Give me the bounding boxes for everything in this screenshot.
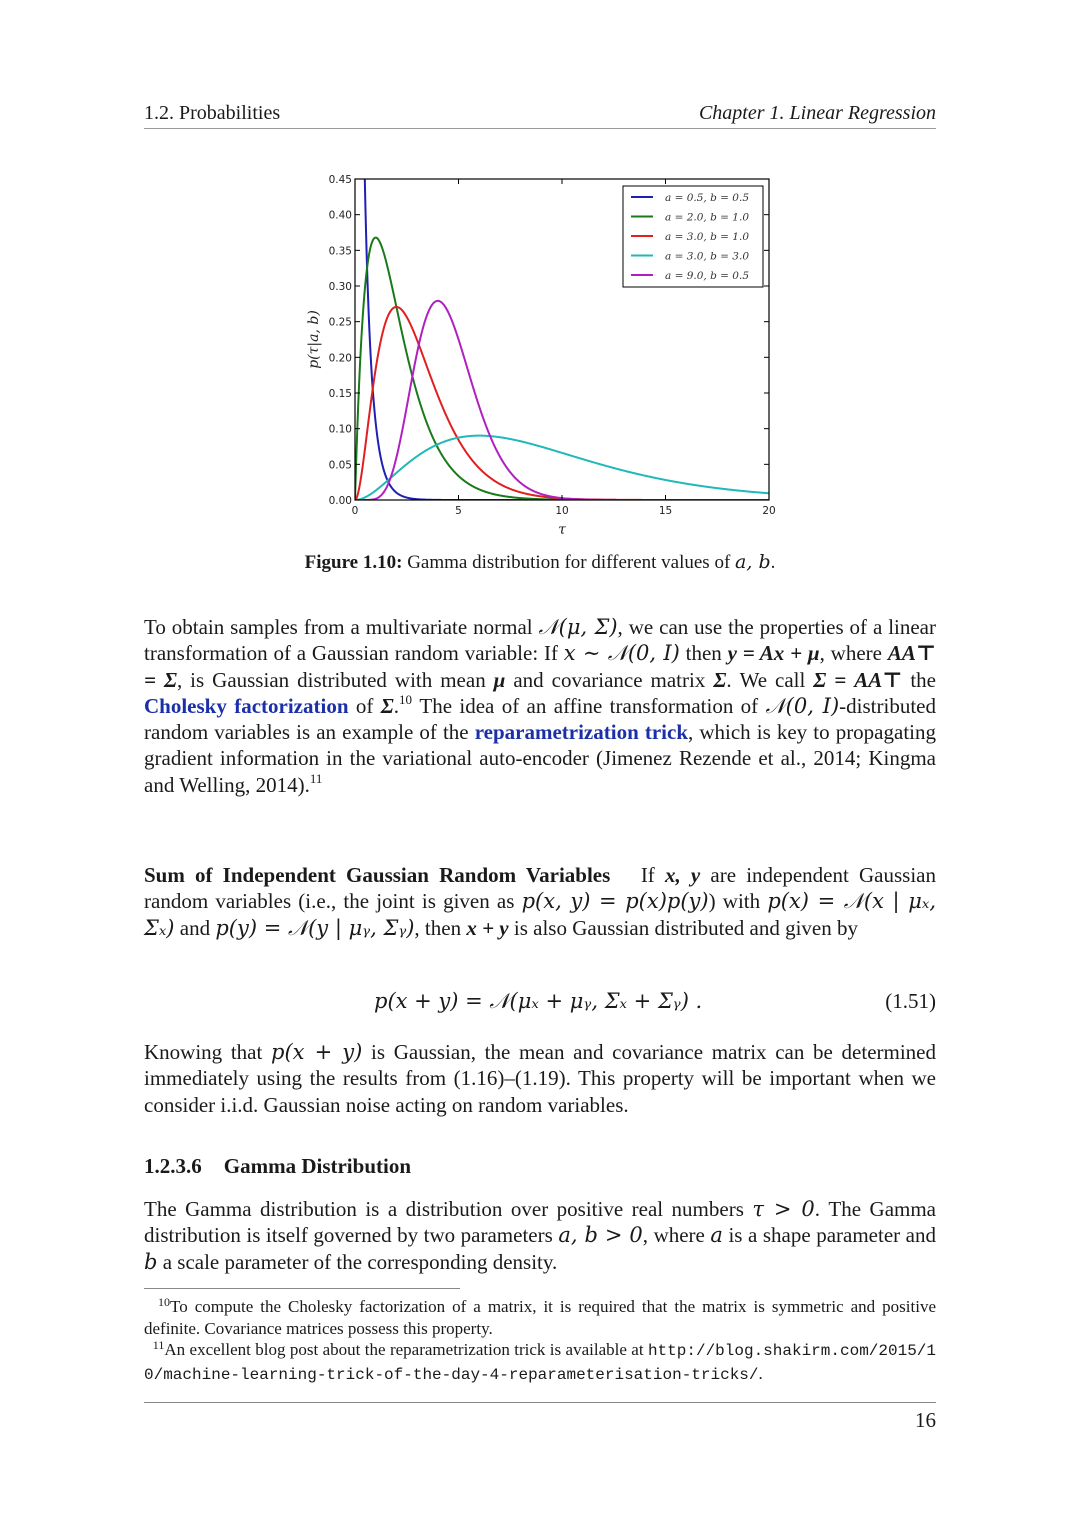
chart-svg: [296, 166, 786, 546]
math-inline: 𝒩(0, I): [765, 693, 840, 718]
text: Knowing that: [144, 1040, 272, 1064]
math-inline: x + y: [466, 915, 509, 940]
text: .: [393, 693, 399, 718]
legend-label-2: a = 3.0, b = 1.0: [665, 231, 749, 243]
text: is also Gaussian distributed and given by: [508, 915, 858, 940]
text: and covariance matrix: [505, 667, 714, 692]
text: a scale parameter of the corresponding density.: [157, 1249, 558, 1274]
x-tick-label: 20: [762, 505, 776, 517]
text: , we can use the properties of a linear transformation of a Gaussian random variable: If: [144, 615, 936, 666]
y-tick-label: 0.35: [328, 245, 352, 258]
y-tick-label: 0.10: [328, 423, 352, 436]
series-line-2: [355, 307, 769, 500]
footnote-end: .: [758, 1363, 763, 1383]
math-inline: a: [710, 1223, 723, 1248]
equation-1-51: [144, 989, 936, 1019]
text: and: [174, 915, 216, 940]
reparametrization-trick-link[interactable]: reparametrization trick: [474, 720, 688, 745]
text: is a shape parameter and: [722, 1223, 936, 1248]
math-inline: 𝒩(μ, Σ): [538, 615, 618, 639]
paragraph-multivariate-sampling: [144, 614, 936, 798]
math-inline: p(x) = 𝒩(x | μₓ, Σₓ): [144, 889, 937, 940]
section-title: 1.2. Probabilities: [144, 102, 281, 124]
x-tick-label: 15: [658, 505, 673, 517]
math-inline: p(x + y): [271, 1040, 363, 1064]
legend-label-1: a = 2.0, b = 1.0: [665, 211, 749, 224]
text: , where: [819, 641, 888, 666]
text: are independent Gaussian random variables (i.e., the joint is given as: [144, 863, 936, 914]
y-tick-label: 0.40: [328, 209, 352, 222]
text: of: [348, 693, 381, 718]
math-inline: Σ: [380, 693, 394, 718]
math-inline: x ∼ 𝒩(0, I): [563, 641, 680, 666]
caption-math: a, b: [735, 551, 771, 573]
text: , where: [642, 1223, 711, 1248]
text: The idea of an affine transformation of: [412, 693, 766, 718]
footnote-mark: 11: [152, 1338, 165, 1352]
text: If: [610, 863, 665, 887]
text: , then: [414, 915, 467, 940]
legend-label-0: a = 0.5, b = 0.5: [665, 192, 749, 204]
caption-end: .: [770, 552, 776, 573]
running-head: [144, 100, 936, 129]
y-tick-label: 0.15: [328, 388, 352, 400]
figure-label: Figure 1.10:: [304, 552, 403, 573]
footnote-10: [144, 1292, 936, 1339]
footnote-text: To compute the Cholesky factorization of a matrix, it is required that the matrix is symmetric and positive definite. Covariance matrices possess this property.: [144, 1297, 936, 1338]
math-inline: x, y: [664, 863, 701, 887]
page-number: 16: [915, 1408, 936, 1432]
text: . The Gamma distribution is itself governed by two parameters: [144, 1197, 936, 1248]
footnote-rule: [144, 1288, 460, 1289]
cholesky-factorization-link[interactable]: Cholesky factorization: [144, 693, 349, 718]
y-tick-label: 0.05: [328, 459, 352, 472]
text: the: [902, 667, 937, 692]
y-tick-label: 0.45: [328, 174, 352, 186]
math-inline: y = Ax + μ: [727, 641, 820, 666]
legend-label-3: a = 3.0, b = 3.0: [665, 250, 749, 263]
gamma-distribution-chart: [296, 166, 786, 546]
y-tick-label: 0.00: [328, 495, 352, 507]
x-tick-label: 10: [555, 505, 569, 517]
series-line-3: [355, 436, 769, 500]
caption-text: Gamma distribution for different values of: [407, 552, 731, 573]
text: , which is key to propagating gradient information in the variational auto-encoder (Jimenez Rezende et al., 2014; Kingma and Welling, 2014).: [144, 720, 936, 797]
text: The Gamma distribution is a distribution over positive real numbers: [144, 1197, 753, 1221]
y-tick-label: 0.30: [328, 281, 352, 293]
section-heading-gamma: [144, 1154, 411, 1179]
y-tick-label: 0.25: [328, 316, 352, 329]
legend-label-4: a = 9.0, b = 0.5: [665, 270, 749, 282]
text: . We call: [726, 667, 814, 692]
paragraph-knowing-gaussian: [144, 1039, 936, 1118]
text: , is Gaussian distributed with mean: [176, 667, 494, 692]
x-tick-label: 0: [351, 505, 359, 517]
run-in-heading: Sum of Independent Gaussian Random Variables: [144, 863, 611, 887]
paragraph-gamma-intro: [144, 1196, 936, 1275]
footnote-mark: 10: [158, 1295, 170, 1309]
text: To obtain samples from a multivariate normal: [144, 615, 539, 639]
paragraph-sum-gaussians: [144, 862, 936, 941]
text: ) with: [708, 889, 768, 914]
footnote-11: [144, 1335, 936, 1386]
figure-caption: [144, 551, 936, 574]
math-inline: a, b > 0: [558, 1223, 643, 1248]
text: -distributed random variables is an example of the: [144, 693, 936, 745]
text: is Gaussian, the mean and covariance matrix can be determined immediately using the results from (1.16)–(1.19). This property will be important when we consider i.i.d. Gaussian noise acting on random variables.: [144, 1040, 936, 1117]
footnote-url-link[interactable]: http://blog.shakirm.com/2015/10/machine-learning-trick-of-the-day-4-reparameterisation-tricks/: [144, 1342, 936, 1384]
math-inline: p(y) = 𝒩(y | μᵧ, Σᵧ): [215, 915, 415, 940]
text: then: [679, 641, 728, 666]
chapter-title: Chapter 1. Linear Regression: [698, 102, 936, 124]
math-inline: μ: [493, 667, 506, 692]
math-inline: p(x, y) = p(x)p(y): [521, 889, 709, 914]
equation-number: (1.51): [885, 989, 936, 1013]
math-inline: AA⊤ = Σ: [144, 641, 936, 692]
footnote-ref-10[interactable]: 10: [399, 691, 412, 707]
section-heading-title: Gamma Distribution: [223, 1154, 412, 1178]
math-inline: τ > 0: [752, 1197, 815, 1221]
equation-body: p(x + y) = 𝒩(μₓ + μᵧ, Σₓ + Σᵧ) .: [374, 989, 703, 1013]
math-inline: Σ = AA⊤: [813, 667, 903, 692]
footnote-ref-11[interactable]: 11: [309, 770, 323, 786]
series-line-4: [355, 301, 769, 500]
y-axis-label: p(τ|a, b): [306, 310, 322, 369]
y-tick-label: 0.20: [328, 352, 352, 365]
footnote-text: An excellent blog post about the reparametrization trick is available at: [164, 1340, 648, 1359]
x-axis-label: τ: [558, 522, 566, 538]
x-tick-label: 5: [455, 505, 462, 517]
math-inline: Σ: [713, 667, 727, 692]
section-number: 1.2.3.6: [144, 1154, 202, 1178]
math-inline: b: [144, 1249, 158, 1274]
footer-rule: [144, 1402, 936, 1403]
